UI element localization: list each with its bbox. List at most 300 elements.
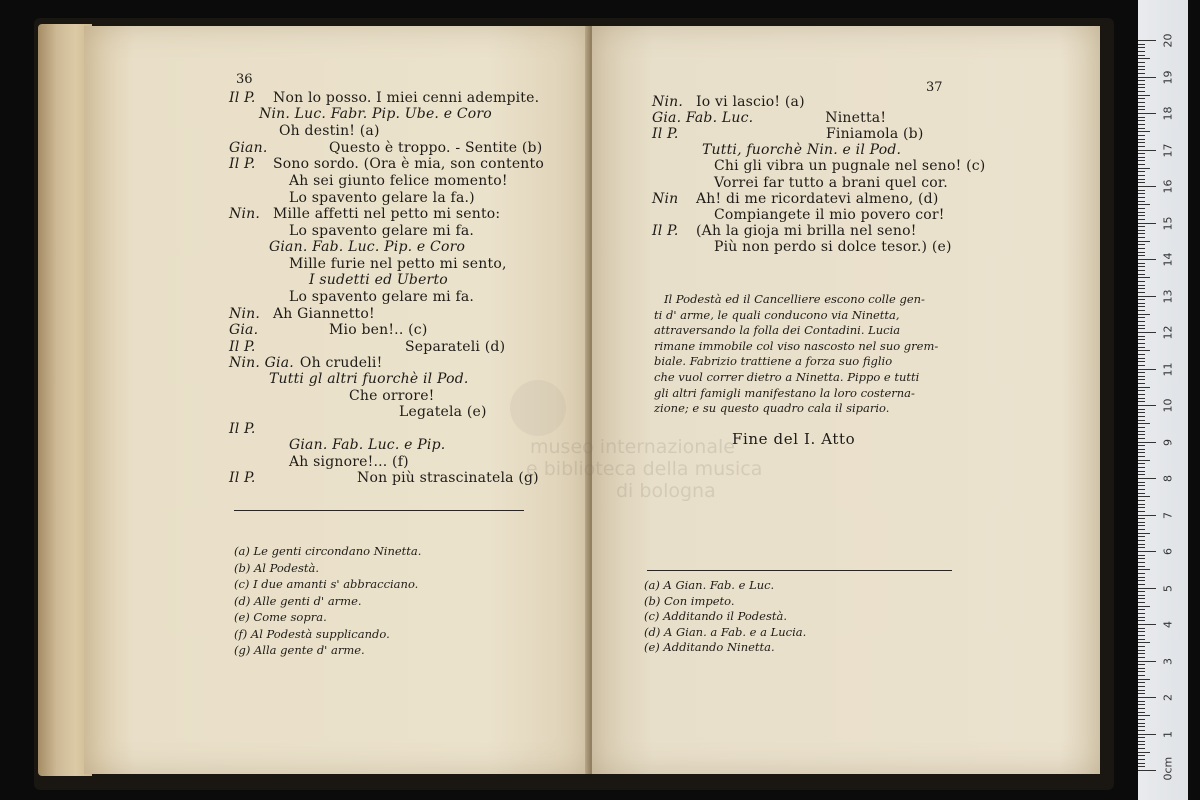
ruler-minor-tick — [1138, 613, 1145, 614]
ruler-label: 7 — [1161, 511, 1175, 519]
ruler-minor-tick — [1138, 544, 1145, 545]
ruler-minor-tick — [1138, 350, 1150, 351]
ruler-minor-tick — [1138, 719, 1145, 720]
ruler-label: 18 — [1161, 106, 1175, 121]
verse-line — [229, 339, 505, 355]
ruler-minor-tick — [1138, 394, 1145, 395]
ruler-minor-tick — [1138, 117, 1145, 118]
ruler-minor-tick — [1138, 266, 1145, 267]
ruler-minor-tick — [1138, 215, 1145, 216]
ruler-minor-tick — [1138, 485, 1145, 486]
speaker-label: Nin — [652, 191, 679, 207]
ruler-minor-tick — [1138, 274, 1145, 275]
ruler-minor-tick — [1138, 748, 1145, 749]
ruler-major-tick — [1138, 40, 1156, 41]
ruler-minor-tick — [1138, 128, 1145, 129]
ruler-minor-tick — [1138, 303, 1145, 304]
ruler-minor-tick — [1138, 292, 1145, 293]
verse-text: Questo è troppo. - Sentite (b) — [329, 140, 543, 156]
verse-text: Mio ben!.. (c) — [329, 322, 428, 338]
watermark-line: museo internazionale — [530, 436, 735, 458]
ruler-minor-tick — [1138, 547, 1145, 548]
ruler-minor-tick — [1138, 160, 1145, 161]
ruler-minor-tick — [1138, 339, 1145, 340]
footnote: (c) I due amanti s' abbracciano. — [234, 577, 419, 591]
ruler-minor-tick — [1138, 317, 1145, 318]
ruler-minor-tick — [1138, 168, 1150, 169]
ruler-minor-tick — [1138, 635, 1145, 636]
ruler-minor-tick — [1138, 573, 1145, 574]
verse-line — [229, 470, 539, 486]
verse-text: Oh crudeli! — [299, 355, 383, 371]
verse-line — [652, 207, 945, 223]
ruler-minor-tick — [1138, 230, 1145, 231]
ruler-minor-tick — [1138, 95, 1150, 96]
stage-direction-line: attraversando la folla dei Contadini. Lucia — [654, 323, 901, 338]
ruler-minor-tick — [1138, 387, 1150, 388]
ruler-minor-tick — [1138, 482, 1145, 483]
ruler-major-tick — [1138, 186, 1156, 187]
ruler-minor-tick — [1138, 157, 1145, 158]
ruler-minor-tick — [1138, 358, 1145, 359]
verse-text: Vorrei far tutto a brani quel cor. — [714, 175, 948, 191]
ruler-minor-tick — [1138, 489, 1145, 490]
ruler-minor-tick — [1138, 361, 1145, 362]
ruler-label: 9 — [1161, 438, 1175, 446]
ruler-minor-tick — [1138, 536, 1145, 537]
footnote: (e) Come sopra. — [234, 610, 327, 624]
footnote: (b) Con impeto. — [644, 593, 735, 608]
verse-line — [229, 355, 382, 371]
ruler-minor-tick — [1138, 233, 1145, 234]
ruler-minor-tick — [1138, 306, 1145, 307]
stage-direction-line: che vuol correr dietro a Ninetta. Pippo e tutti — [654, 370, 920, 384]
ruler-minor-tick — [1138, 263, 1145, 264]
stage-direction-line: biale. Fabrizio trattiene a forza suo figlio — [654, 354, 893, 369]
ruler-minor-tick — [1138, 182, 1145, 183]
ruler-minor-tick — [1138, 452, 1145, 453]
ruler-minor-tick — [1138, 423, 1150, 424]
ruler-minor-tick — [1138, 416, 1145, 417]
ruler-minor-tick — [1138, 755, 1145, 756]
ruler-major-tick — [1138, 223, 1156, 224]
stage-direction-line: ti d' arme, le quali conducono via Ninetta, — [654, 307, 900, 322]
ruler-minor-tick — [1138, 420, 1145, 421]
ruler-minor-tick — [1138, 288, 1145, 289]
ruler-minor-tick — [1138, 270, 1145, 271]
footnote: (a) Le genti circondano Ninetta. — [234, 544, 422, 558]
verse-text: Mille furie nel petto mi sento, — [289, 256, 507, 272]
ruler-minor-tick — [1138, 558, 1145, 559]
ruler-major-tick — [1138, 113, 1156, 114]
ruler-minor-tick — [1138, 208, 1145, 209]
ruler-minor-tick — [1138, 281, 1145, 282]
ruler-minor-tick — [1138, 620, 1145, 621]
ruler-minor-tick — [1138, 555, 1145, 556]
verse-line — [229, 90, 539, 106]
ruler-minor-tick — [1138, 193, 1145, 194]
ruler-minor-tick — [1138, 390, 1145, 391]
ruler-minor-tick — [1138, 226, 1145, 227]
ruler-minor-tick — [1138, 671, 1145, 672]
ruler-minor-tick — [1138, 664, 1145, 665]
ruler-minor-tick — [1138, 44, 1145, 45]
ruler-minor-tick — [1138, 277, 1150, 278]
ruler-label: 3 — [1161, 657, 1175, 665]
verse-line — [229, 140, 542, 156]
verse-line — [652, 175, 948, 191]
speaker-label: Nin. — [229, 206, 260, 222]
speaker-label: Gian. — [229, 140, 268, 156]
verse-text: Nin. Luc. Fabr. Pip. Ube. e Coro — [259, 106, 492, 122]
ruler-major-tick — [1138, 405, 1156, 406]
ruler-label: 5 — [1161, 584, 1175, 592]
ruler-minor-tick — [1138, 752, 1150, 753]
verse-text: Lo spavento gelare mi fa. — [289, 223, 475, 239]
ruler-major-tick — [1138, 478, 1156, 479]
verse-line — [652, 110, 886, 126]
ruler-label: 17 — [1161, 143, 1175, 157]
verse-line — [652, 94, 805, 110]
ruler-minor-tick — [1138, 106, 1145, 107]
ruler-minor-tick — [1138, 372, 1145, 373]
verse-line — [229, 223, 474, 239]
right-page-number: 37 — [926, 80, 943, 95]
verse-line — [652, 239, 952, 255]
ruler-label: 10 — [1161, 398, 1175, 413]
ruler-minor-tick — [1138, 463, 1145, 464]
ruler-label: 13 — [1161, 289, 1175, 303]
verse-line — [229, 272, 448, 288]
footnote: (d) A Gian. a Fab. e a Lucia. — [644, 624, 807, 639]
footnote: (b) Al Podestà. — [234, 560, 320, 575]
ruler-major-tick — [1138, 150, 1156, 151]
ruler-minor-tick — [1138, 190, 1145, 191]
verse-text: (Ah la gioja mi brilla nel seno! — [696, 223, 917, 239]
ruler-minor-tick — [1138, 164, 1145, 165]
verse-text: Lo spavento gelare mi fa. — [289, 289, 475, 305]
ruler-minor-tick — [1138, 653, 1145, 654]
ruler-label: 20 — [1161, 33, 1175, 48]
measurement-ruler — [1138, 0, 1188, 800]
ruler-minor-tick — [1138, 445, 1145, 446]
ruler-minor-tick — [1138, 427, 1145, 428]
ruler-minor-tick — [1138, 212, 1145, 213]
ruler-minor-tick — [1138, 219, 1145, 220]
ruler-minor-tick — [1138, 66, 1145, 67]
ruler-minor-tick — [1138, 139, 1145, 140]
speaker-label: Il P. — [652, 126, 679, 142]
ruler-label: 6 — [1161, 548, 1175, 555]
verse-line — [652, 142, 901, 158]
footnote: (a) A Gian. Fab. e Luc. — [644, 578, 775, 592]
ruler-minor-tick — [1138, 201, 1145, 202]
ruler-minor-tick — [1138, 91, 1145, 92]
ruler-minor-tick — [1138, 507, 1145, 508]
ruler-minor-tick — [1138, 343, 1145, 344]
left-page-number: 36 — [236, 72, 253, 87]
ruler-minor-tick — [1138, 237, 1145, 238]
ruler-minor-tick — [1138, 120, 1145, 121]
ruler-major-tick — [1138, 259, 1156, 260]
ruler-minor-tick — [1138, 766, 1145, 767]
ruler-minor-tick — [1138, 252, 1145, 253]
ruler-major-tick — [1138, 515, 1156, 516]
ruler-minor-tick — [1138, 522, 1145, 523]
verse-line — [229, 322, 428, 338]
verse-line — [229, 156, 544, 172]
ruler-minor-tick — [1138, 693, 1145, 694]
speaker-label: Il P. — [229, 470, 256, 486]
verse-line — [229, 106, 492, 122]
ruler-minor-tick — [1138, 562, 1145, 563]
verse-text: Mille affetti nel petto mi sento: — [273, 206, 501, 222]
ruler-minor-tick — [1138, 51, 1145, 52]
ruler-minor-tick — [1138, 744, 1145, 745]
ruler-label: 11 — [1161, 362, 1175, 376]
ruler-minor-tick — [1138, 109, 1145, 110]
ruler-label: 4 — [1161, 621, 1175, 628]
ruler-label: 19 — [1161, 70, 1175, 84]
right-page — [592, 26, 1100, 774]
ruler-major-tick — [1138, 551, 1156, 552]
ruler-minor-tick — [1138, 723, 1145, 724]
verse-text: Finiamola (b) — [826, 126, 924, 142]
footnote: (c) Additando il Podestà. — [644, 609, 788, 623]
verse-line — [229, 421, 273, 437]
verse-line — [229, 256, 507, 272]
ruler-minor-tick — [1138, 598, 1145, 599]
ruler-minor-tick — [1138, 325, 1145, 326]
right-notes-rule — [647, 570, 952, 571]
verse-line — [652, 158, 985, 174]
ruler-major-tick — [1138, 77, 1156, 78]
ruler-major-tick — [1138, 697, 1156, 698]
ruler-label: 14 — [1161, 252, 1175, 267]
ruler-minor-tick — [1138, 449, 1145, 450]
ruler-minor-tick — [1138, 529, 1145, 530]
ruler-minor-tick — [1138, 102, 1145, 103]
verse-text: Chi gli vibra un pugnale nel seno! (c) — [714, 158, 986, 174]
ruler-major-tick — [1138, 332, 1156, 333]
ruler-minor-tick — [1138, 460, 1150, 461]
verse-text: Gian. Fab. Luc. e Pip. — [289, 437, 446, 453]
ruler-minor-tick — [1138, 511, 1145, 512]
ruler-minor-tick — [1138, 642, 1150, 643]
ruler-minor-tick — [1138, 379, 1145, 380]
ruler-label: 16 — [1161, 179, 1175, 194]
verse-text: Non lo posso. I miei cenni adempite. — [273, 90, 540, 106]
verse-line — [652, 126, 924, 142]
ruler-minor-tick — [1138, 310, 1145, 311]
ruler-minor-tick — [1138, 248, 1145, 249]
speaker-label: Nin. — [652, 94, 683, 110]
ruler-major-tick — [1138, 661, 1156, 662]
ruler-minor-tick — [1138, 591, 1145, 592]
ruler-minor-tick — [1138, 244, 1145, 245]
ruler-minor-tick — [1138, 401, 1145, 402]
verse-line — [229, 173, 508, 189]
watermark-line: e biblioteca della musica — [526, 458, 763, 480]
ruler-minor-tick — [1138, 241, 1150, 242]
speaker-label: Nin. — [229, 306, 260, 322]
verse-line — [229, 206, 500, 222]
ruler-minor-tick — [1138, 474, 1145, 475]
ruler-minor-tick — [1138, 175, 1145, 176]
ruler-minor-tick — [1138, 409, 1145, 410]
ruler-label: 12 — [1161, 325, 1175, 340]
ruler-minor-tick — [1138, 741, 1145, 742]
ruler-minor-tick — [1138, 58, 1150, 59]
verse-text: Più non perdo si dolce tesor.) (e) — [714, 239, 952, 255]
ruler-minor-tick — [1138, 500, 1145, 501]
ruler-minor-tick — [1138, 55, 1145, 56]
speaker-label: Il P. — [229, 339, 256, 355]
ruler-minor-tick — [1138, 84, 1145, 85]
ruler-minor-tick — [1138, 668, 1145, 669]
verse-text: Oh destin! (a) — [279, 123, 380, 139]
ruler-minor-tick — [1138, 87, 1145, 88]
verse-text: Tutti, fuorchè Nin. e il Pod. — [702, 142, 902, 158]
verse-line — [229, 306, 375, 322]
verse-text: Gian. Fab. Luc. Pip. e Coro — [269, 239, 466, 255]
ruler-minor-tick — [1138, 73, 1145, 74]
ruler-minor-tick — [1138, 197, 1145, 198]
ruler-minor-tick — [1138, 540, 1145, 541]
verse-line — [229, 190, 475, 206]
speaker-label: Il P. — [229, 421, 256, 437]
verse-line — [229, 289, 474, 305]
ruler-minor-tick — [1138, 438, 1145, 439]
footnote: (g) Alla gente d' arme. — [234, 643, 365, 657]
ruler-minor-tick — [1138, 142, 1145, 143]
ruler-minor-tick — [1138, 285, 1145, 286]
ruler-minor-tick — [1138, 471, 1145, 472]
ruler-minor-tick — [1138, 675, 1145, 676]
speaker-label: Gia. — [229, 322, 259, 338]
ruler-minor-tick — [1138, 47, 1145, 48]
ruler-minor-tick — [1138, 525, 1145, 526]
ruler-minor-tick — [1138, 146, 1145, 147]
ruler-minor-tick — [1138, 730, 1145, 731]
ruler-label: 2 — [1161, 694, 1175, 701]
ruler-minor-tick — [1138, 650, 1145, 651]
ruler-minor-tick — [1138, 69, 1145, 70]
ruler-minor-tick — [1138, 577, 1145, 578]
ruler-minor-tick — [1138, 737, 1145, 738]
ruler-minor-tick — [1138, 80, 1145, 81]
verse-text: Non più strascinatela (g) — [357, 470, 539, 486]
ruler-minor-tick — [1138, 639, 1145, 640]
ruler-minor-tick — [1138, 431, 1145, 432]
verse-text: Separateli (d) — [405, 339, 506, 355]
ruler-minor-tick — [1138, 124, 1145, 125]
ruler-minor-tick — [1138, 617, 1145, 618]
left-notes-rule — [234, 510, 524, 511]
ruler-minor-tick — [1138, 496, 1150, 497]
verse-text: Ninetta! — [825, 110, 887, 126]
verse-line — [229, 239, 465, 255]
ruler-minor-tick — [1138, 763, 1145, 764]
ruler-major-tick — [1138, 588, 1156, 589]
ruler-major-tick — [1138, 770, 1156, 771]
speaker-label: Il P. — [229, 90, 256, 106]
ruler-minor-tick — [1138, 679, 1150, 680]
verse-text: Ah signore!... (f) — [289, 454, 409, 470]
ruler-minor-tick — [1138, 533, 1150, 534]
verse-text: Tutti gl altri fuorchè il Pod. — [269, 371, 469, 387]
watermark-emblem — [510, 380, 566, 436]
footnote: (e) Additando Ninetta. — [644, 640, 775, 654]
ruler-minor-tick — [1138, 354, 1145, 355]
ruler-minor-tick — [1138, 456, 1145, 457]
ruler-label: 1 — [1161, 730, 1175, 738]
verse-text: I sudetti ed Uberto — [309, 272, 448, 288]
verse-text: Che orrore! — [349, 388, 435, 404]
ruler-minor-tick — [1138, 336, 1145, 337]
ruler-minor-tick — [1138, 646, 1145, 647]
ruler-minor-tick — [1138, 321, 1145, 322]
ruler-minor-tick — [1138, 314, 1150, 315]
ruler-minor-tick — [1138, 686, 1145, 687]
ruler-minor-tick — [1138, 628, 1145, 629]
ruler-minor-tick — [1138, 467, 1145, 468]
verse-text: Legatela (e) — [399, 404, 487, 420]
library-watermark — [526, 436, 763, 502]
speaker-label: Il P. — [652, 223, 679, 239]
ruler-minor-tick — [1138, 631, 1145, 632]
ruler-minor-tick — [1138, 153, 1145, 154]
ruler-major-tick — [1138, 734, 1156, 735]
ruler-minor-tick — [1138, 204, 1150, 205]
ruler-minor-tick — [1138, 759, 1145, 760]
verse-line — [229, 123, 380, 139]
ruler-minor-tick — [1138, 726, 1145, 727]
ruler-minor-tick — [1138, 365, 1145, 366]
ruler-minor-tick — [1138, 715, 1150, 716]
verse-line — [229, 404, 487, 420]
ruler-minor-tick — [1138, 434, 1145, 435]
ruler-minor-tick — [1138, 584, 1145, 585]
speaker-label: Nin. Gia. — [229, 355, 294, 371]
ruler-major-tick — [1138, 442, 1156, 443]
verse-text: Compiangete il mio povero cor! — [714, 207, 945, 223]
stage-direction-line: Il Podestà ed il Cancelliere escono colle gen- — [664, 292, 925, 306]
ruler-minor-tick — [1138, 682, 1145, 683]
ruler-minor-tick — [1138, 602, 1145, 603]
ruler-minor-tick — [1138, 255, 1145, 256]
ruler-minor-tick — [1138, 376, 1145, 377]
verse-line — [229, 371, 469, 387]
ruler-minor-tick — [1138, 398, 1145, 399]
ruler-minor-tick — [1138, 493, 1145, 494]
verse-line — [229, 454, 409, 470]
ruler-minor-tick — [1138, 504, 1145, 505]
ruler-major-tick — [1138, 296, 1156, 297]
stage-direction-line: rimane immobile col viso nascosto nel suo grem- — [654, 338, 939, 353]
ruler-minor-tick — [1138, 518, 1145, 519]
ruler-minor-tick — [1138, 98, 1145, 99]
verse-line — [229, 437, 445, 453]
verse-text: Ah sei giunto felice momento! — [289, 173, 508, 189]
ruler-minor-tick — [1138, 62, 1145, 63]
ruler-label: 8 — [1161, 475, 1175, 482]
ruler-minor-tick — [1138, 347, 1145, 348]
ruler-major-tick — [1138, 369, 1156, 370]
verse-line — [229, 388, 435, 404]
ruler-minor-tick — [1138, 609, 1145, 610]
verse-text: Io vi lascio! (a) — [696, 94, 805, 110]
